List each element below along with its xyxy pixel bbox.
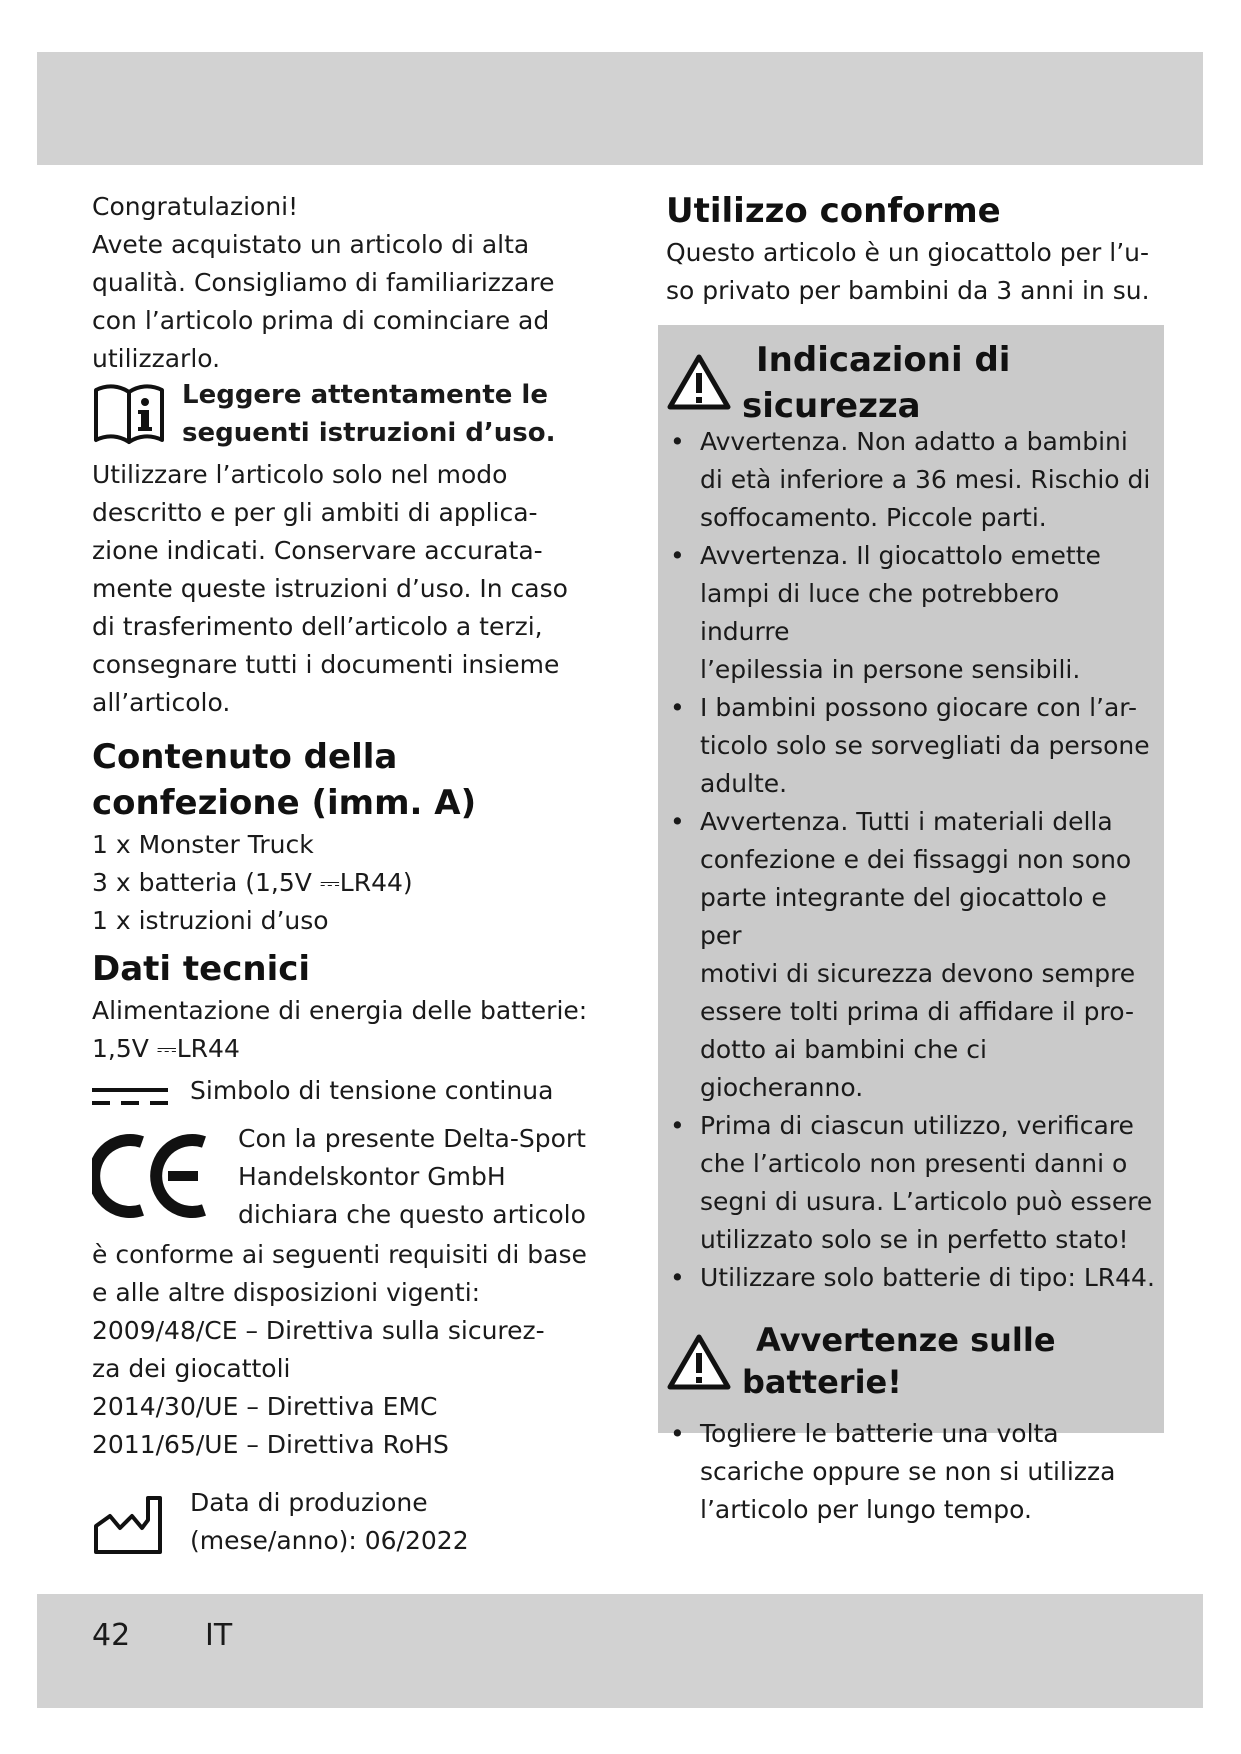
read-instructions-text: Leggere attentamente le seguenti istruzioni d’uso.	[182, 380, 556, 448]
battery-warning-header	[658, 1319, 1164, 1415]
list-item: • Prima di ciascun utilizzo, verificare che l’articolo non presenti danni o segni di usura. L’articolo può essere utilizzato solo se in perfetto stato!	[658, 1107, 1156, 1259]
safety-box	[658, 325, 1164, 1524]
header-band	[37, 52, 1203, 165]
manufacture-date-icon	[92, 1494, 164, 1556]
intro-text: Congratulazioni! Avete acquistato un articolo di alta qualità. Consigliamo di familiarizzare con l’articolo prima di cominciare ad utilizzarlo.	[92, 192, 555, 373]
read-manual-icon	[92, 382, 168, 446]
contents-list	[92, 826, 592, 940]
contents-heading: Contenuto della confezione (imm. A)	[92, 737, 477, 823]
dc-symbol-row	[92, 1068, 592, 1120]
right-column	[666, 188, 1166, 310]
battery-warning-title: Avvertenze sulle batterie!	[742, 1321, 1056, 1401]
list-item: 3 x batteria (1,5V ⎓LR44)	[92, 868, 413, 897]
usage-text: Utilizzare l’articolo solo nel modo descritto e per gli ambiti di applica- zione indicati. Conservare accurata- mente queste istruzioni d’uso. In caso di trasferimento dell’articolo a terzi, consegnare tutti i documenti insieme all’articolo.	[92, 460, 568, 717]
list-item: • Avvertenza. Tutti i materiali della confezione e dei fissaggi non sono parte integrante del giocattolo e per motivi di sicurezza devono sempre essere tolti prima di affidare il pro- dotto ai bambini che ci giocheranno.	[658, 803, 1156, 1107]
safety-list	[658, 423, 1164, 1297]
list-item: 1 x istruzioni d’uso	[92, 906, 329, 935]
warning-icon	[666, 353, 732, 411]
language-code: IT	[205, 1618, 233, 1653]
intended-use-heading: Utilizzo conforme	[666, 191, 1001, 231]
safety-header	[658, 325, 1164, 426]
ce-declaration-intro: Con la presente Delta-Sport Handelskontor GmbH dichiara che questo articolo	[238, 1124, 586, 1229]
production-date-row	[92, 1484, 592, 1564]
tech-text: Alimentazione di energia delle batterie: 1,5V ⎓LR44	[92, 996, 588, 1063]
tech-heading: Dati tecnici	[92, 949, 311, 989]
page-number: 42	[92, 1618, 131, 1653]
list-item: 1 x Monster Truck	[92, 830, 314, 859]
battery-warning-list	[658, 1415, 1164, 1529]
production-date-text: Data di produzione (mese/anno): 06/2022	[190, 1488, 469, 1555]
safety-title: Indicazioni di sicurezza	[742, 340, 1011, 426]
left-column	[92, 188, 592, 1564]
ce-declaration-text: è conforme ai seguenti requisiti di base e alle altre disposizioni vigenti: 2009/48/CE – Direttiva sulla sicurez- za dei giocattoli 2014/30/UE – Direttiva EMC 2011/65/UE – Direttiva RoHS	[92, 1240, 587, 1459]
list-item: • Togliere le batterie una volta scariche oppure se non si utilizza l’articolo per lungo tempo.	[658, 1415, 1156, 1529]
intended-use-text: Questo articolo è un giocattolo per l’u- so privato per bambini da 3 anni in su.	[666, 238, 1150, 305]
ce-declaration-row	[92, 1120, 592, 1236]
direct-current-icon	[92, 1086, 168, 1108]
list-item: • Utilizzare solo batterie di tipo: LR44.	[658, 1259, 1156, 1297]
read-instructions-notice	[92, 378, 592, 456]
list-item: • Avvertenza. Non adatto a bambini di età inferiore a 36 mesi. Rischio di soffocamento. Piccole parti.	[658, 423, 1156, 537]
dc-symbol-label: Simbolo di tensione continua	[190, 1076, 554, 1105]
list-item: • Avvertenza. Il giocattolo emette lampi di luce che potrebbero indurre l’epilessia in persone sensibili.	[658, 537, 1156, 689]
list-item: • I bambini possono giocare con l’ar- ticolo solo se sorvegliati da persone adulte.	[658, 689, 1156, 803]
warning-icon	[666, 1333, 732, 1391]
ce-mark-icon	[92, 1130, 212, 1222]
